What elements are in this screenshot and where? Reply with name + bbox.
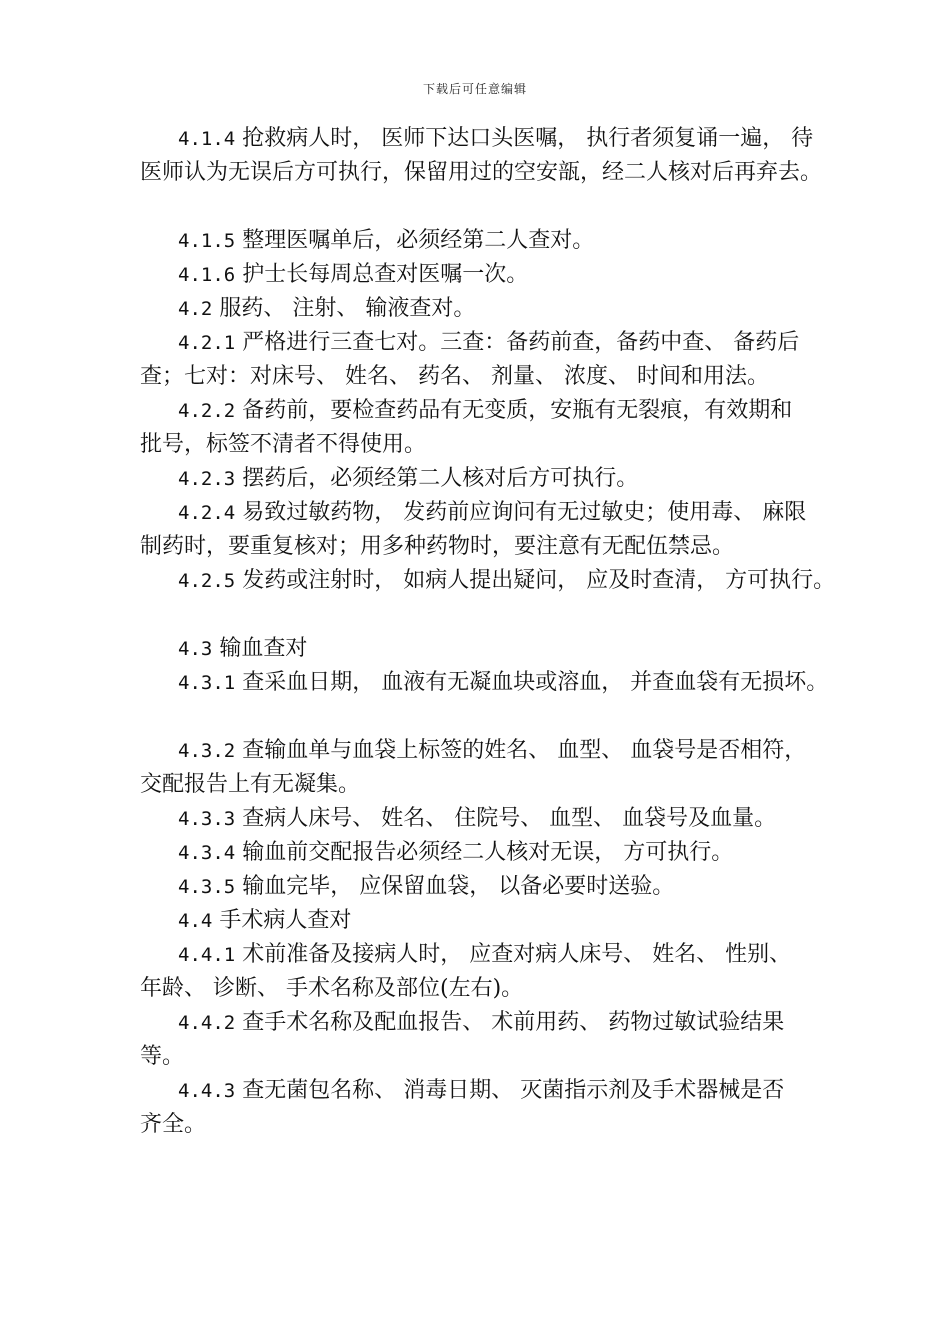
section-number: 4.3.1 bbox=[178, 672, 236, 694]
paragraph-4-1-5 bbox=[140, 224, 870, 258]
paragraph-text: 查输血单与血袋上标签的姓名、 血型、 血袋号是否相符， bbox=[242, 738, 807, 763]
paragraph-4-3-4 bbox=[140, 836, 870, 870]
paragraph-text: 查手术名称及配血报告、 术前用药、 药物过敏试验结果 bbox=[242, 1010, 785, 1035]
paragraph-text: 服药、 注射、 输液查对。 bbox=[219, 296, 476, 321]
paragraph-text: 发药或注射时， 如病人提出疑问， 应及时查清， 方可执行。 bbox=[242, 568, 836, 593]
paragraph-line bbox=[140, 632, 870, 666]
paragraph-4-1-6 bbox=[140, 258, 870, 292]
section-number: 4.4.2 bbox=[178, 1012, 236, 1034]
paragraph-4-2-2 bbox=[140, 394, 870, 462]
paragraph-text: 查病人床号、 姓名、 住院号、 血型、 血袋号及血量。 bbox=[242, 806, 777, 831]
section-number: 4.4.1 bbox=[178, 944, 236, 966]
paragraph-line bbox=[140, 734, 870, 768]
section-number: 4.4.3 bbox=[178, 1080, 236, 1102]
paragraph-line bbox=[140, 870, 870, 904]
paragraph-text: 手术病人查对 bbox=[219, 908, 352, 933]
section-number: 4.3.3 bbox=[178, 808, 236, 830]
paragraph-text: 输血查对 bbox=[219, 636, 308, 661]
section-number: 4.1.5 bbox=[178, 230, 236, 252]
section-number: 4.3.5 bbox=[178, 876, 236, 898]
paragraph-text: 查采血日期， 血液有无凝血块或溶血， 并查血袋有无损坏。 bbox=[242, 670, 829, 695]
paragraph-line bbox=[140, 326, 870, 360]
paragraph-line: 制药时，要重复核对；用多种药物时，要注意有无配伍禁忌。 bbox=[140, 534, 735, 559]
paragraph-line: 批号，标签不清者不得使用。 bbox=[140, 432, 427, 457]
paragraph-4-1-4 bbox=[140, 122, 870, 190]
section-number: 4.1.4 bbox=[178, 128, 236, 150]
paragraph-line bbox=[140, 836, 870, 870]
paragraph-line bbox=[140, 496, 870, 530]
paragraph-4-3-2 bbox=[140, 734, 870, 802]
paragraph-line bbox=[140, 666, 870, 700]
paragraph-text: 摆药后，必须经第二人核对后方可执行。 bbox=[242, 466, 639, 491]
paragraph-4-4 bbox=[140, 904, 870, 938]
section-number: 4.3.2 bbox=[178, 740, 236, 762]
section-number: 4.3 bbox=[178, 638, 213, 660]
paragraph-line: 交配报告上有无凝集。 bbox=[140, 772, 361, 797]
document-body bbox=[140, 122, 870, 1142]
paragraph-line bbox=[140, 564, 870, 598]
paragraph-text: 严格进行三查七对。三查：备药前查，备药中查、 备药后 bbox=[242, 330, 800, 355]
paragraph-4-2-3 bbox=[140, 462, 870, 496]
paragraph-line bbox=[140, 122, 870, 156]
paragraph-line bbox=[140, 1074, 870, 1108]
paragraph-4-4-2 bbox=[140, 1006, 870, 1074]
paragraph-line bbox=[140, 224, 870, 258]
paragraph-line bbox=[140, 394, 870, 428]
paragraph-line bbox=[140, 1006, 870, 1040]
paragraph-4-2-5 bbox=[140, 564, 870, 598]
paragraph-text: 备药前，要检查药品有无变质，安瓶有无裂痕，有效期和 bbox=[242, 398, 793, 423]
section-number: 4.4 bbox=[178, 910, 213, 932]
paragraph-4-3-5 bbox=[140, 870, 870, 904]
paragraph-line bbox=[140, 258, 870, 292]
paragraph-4-2 bbox=[140, 292, 870, 326]
section-number: 4.3.4 bbox=[178, 842, 236, 864]
paragraph-text: 查无菌包名称、 消毒日期、 灭菌指示剂及手术器械是否 bbox=[242, 1078, 785, 1103]
paragraph-4-3-3 bbox=[140, 802, 870, 836]
paragraph-line bbox=[140, 462, 870, 496]
paragraph-line bbox=[140, 938, 870, 972]
section-number: 4.1.6 bbox=[178, 264, 236, 286]
paragraph-line: 医师认为无误后方可执行，保留用过的空安瓿，经二人核对后再弃去。 bbox=[140, 160, 823, 185]
paragraph-line: 等。 bbox=[140, 1044, 185, 1069]
paragraph-4-2-1 bbox=[140, 326, 870, 394]
paragraph-text: 易致过敏药物， 发药前应询问有无过敏史；使用毒、 麻限 bbox=[242, 500, 807, 525]
paragraph-4-4-3 bbox=[140, 1074, 870, 1142]
section-number: 4.2.5 bbox=[178, 570, 236, 592]
paragraph-4-4-1 bbox=[140, 938, 870, 1006]
paragraph-line bbox=[140, 802, 870, 836]
paragraph-line: 齐全。 bbox=[140, 1112, 207, 1137]
section-number: 4.2.1 bbox=[178, 332, 236, 354]
paragraph-text: 术前准备及接病人时， 应查对病人床号、 姓名、 性别、 bbox=[242, 942, 792, 967]
paragraph-text: 护士长每周总查对医嘱一次。 bbox=[242, 262, 529, 287]
section-number: 4.2.2 bbox=[178, 400, 236, 422]
paragraph-4-3 bbox=[140, 632, 870, 666]
paragraph-line: 年龄、 诊断、 手术名称及部位(左右)。 bbox=[140, 976, 524, 1001]
paragraph-4-3-1 bbox=[140, 666, 870, 700]
paragraph-4-2-4 bbox=[140, 496, 870, 564]
paragraph-text: 输血完毕， 应保留血袋， 以备必要时送验。 bbox=[242, 874, 675, 899]
section-number: 4.2 bbox=[178, 298, 213, 320]
section-number: 4.2.3 bbox=[178, 468, 236, 490]
paragraph-text: 输血前交配报告必须经二人核对无误， 方可执行。 bbox=[242, 840, 734, 865]
paragraph-text: 整理医嘱单后，必须经第二人查对。 bbox=[242, 228, 595, 253]
section-number: 4.2.4 bbox=[178, 502, 236, 524]
paragraph-line bbox=[140, 904, 870, 938]
page-header: 下载后可任意编辑 bbox=[422, 82, 527, 96]
paragraph-text: 抢救病人时， 医师下达口头医嘱， 执行者须复诵一遍， 待 bbox=[242, 126, 814, 151]
paragraph-line: 查；七对：对床号、 姓名、 药名、 剂量、 浓度、 时间和用法。 bbox=[140, 364, 769, 389]
paragraph-line bbox=[140, 292, 870, 326]
